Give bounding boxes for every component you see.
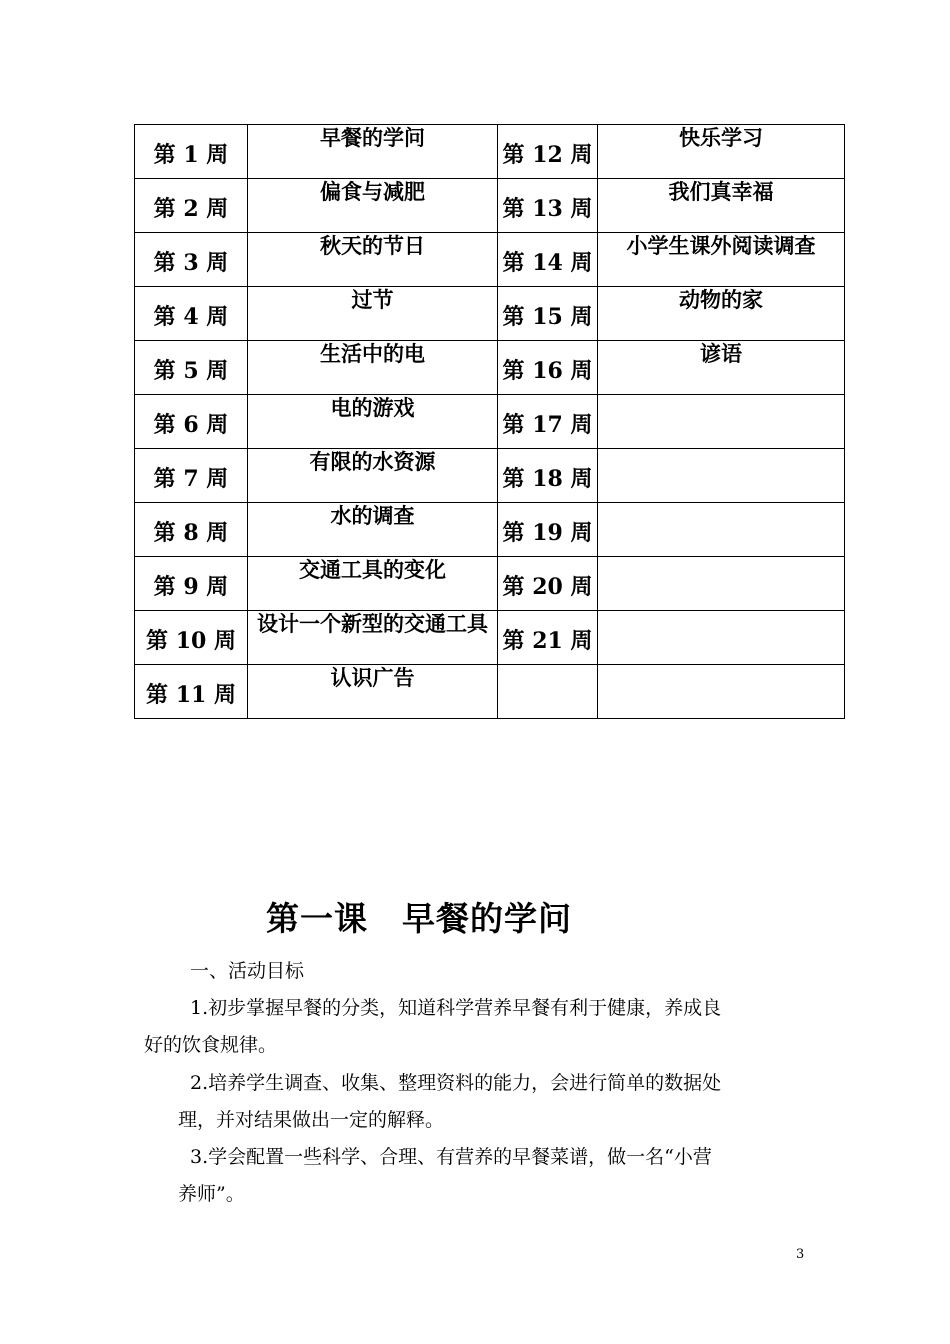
week-label-cell: 第 13 周 [498,179,598,233]
week-label-cell: 第 19 周 [498,503,598,557]
topic-cell: 过节 [248,287,498,341]
topic-cell: 电的游戏 [248,395,498,449]
schedule-row [135,179,845,233]
week-label-cell: 第 8 周 [135,503,248,557]
week-label-cell: 第 18 周 [498,449,598,503]
schedule-row [135,449,845,503]
schedule-row [135,395,845,449]
schedule-row [135,665,845,719]
week-label-cell: 第 1 周 [135,125,248,179]
topic-cell: 有限的水资源 [248,449,498,503]
topic-cell: 秋天的节日 [248,233,498,287]
topic-cell: 谚语 [598,341,845,395]
week-label-cell: 第 20 周 [498,557,598,611]
schedule-row [135,287,845,341]
topic-cell: 动物的家 [598,287,845,341]
weekly-schedule-body [135,125,845,719]
week-label-cell: 第 12 周 [498,125,598,179]
week-label-cell: 第 10 周 [135,611,248,665]
schedule-row [135,341,845,395]
week-label-cell: 第 14 周 [498,233,598,287]
week-label-cell: 第 6 周 [135,395,248,449]
section-heading: 一、活动目标 [190,960,305,982]
topic-cell [598,665,845,719]
topic-cell [598,557,845,611]
week-label-cell: 第 11 周 [135,665,248,719]
week-label-cell [498,665,598,719]
week-label-cell: 第 7 周 [135,449,248,503]
schedule-row [135,503,845,557]
topic-cell [598,395,845,449]
weekly-schedule-table [134,124,845,719]
week-label-cell: 第 9 周 [135,557,248,611]
topic-cell: 我们真幸福 [598,179,845,233]
page-number: 3 [796,1247,805,1262]
week-label-cell: 第 3 周 [135,233,248,287]
week-label-cell: 第 4 周 [135,287,248,341]
lesson-title: 第一课 早餐的学问 [266,899,572,938]
topic-cell [598,449,845,503]
week-label-cell: 第 16 周 [498,341,598,395]
schedule-row [135,557,845,611]
week-label-cell: 第 17 周 [498,395,598,449]
topic-cell: 设计一个新型的交通工具 [248,611,498,665]
topic-cell: 水的调查 [248,503,498,557]
topic-cell: 快乐学习 [598,125,845,179]
topic-cell: 早餐的学问 [248,125,498,179]
topic-cell [598,611,845,665]
topic-cell: 生活中的电 [248,341,498,395]
schedule-row [135,233,845,287]
topic-cell: 小学生课外阅读调查 [598,233,845,287]
goal-2-line-1: 2.培养学生调查、收集、整理资料的能力，会进行简单的数据处 [190,1072,722,1094]
week-label-cell: 第 5 周 [135,341,248,395]
goal-2-line-2: 理，并对结果做出一定的解释。 [178,1109,445,1131]
goal-1-line-1: 1.初步掌握早餐的分类，知道科学营养早餐有利于健康，养成良 [190,997,722,1019]
topic-cell [598,503,845,557]
goal-3-line-2: 养师”。 [178,1183,245,1205]
schedule-row [135,611,845,665]
topic-cell: 交通工具的变化 [248,557,498,611]
week-label-cell: 第 15 周 [498,287,598,341]
goal-1-line-2: 好的饮食规律。 [144,1034,278,1056]
goal-3-line-1: 3.学会配置一些科学、合理、有营养的早餐菜谱，做一名“小营 [190,1146,712,1168]
week-label-cell: 第 2 周 [135,179,248,233]
topic-cell: 认识广告 [248,665,498,719]
week-label-cell: 第 21 周 [498,611,598,665]
topic-cell: 偏食与减肥 [248,179,498,233]
schedule-row [135,125,845,179]
